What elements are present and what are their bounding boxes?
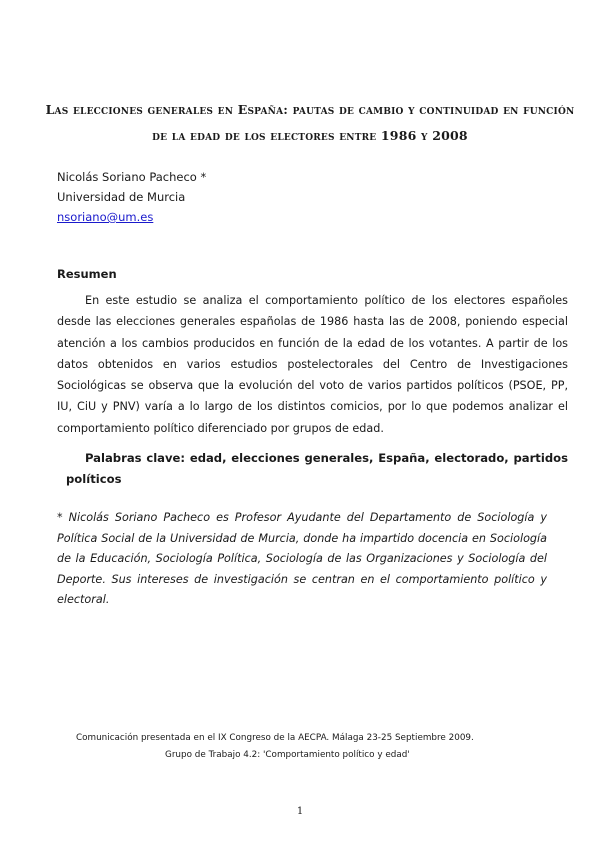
author-affiliation: Universidad de Murcia <box>57 190 186 204</box>
author-name: Nicolás Soriano Pacheco * <box>57 170 207 184</box>
abstract-heading: Resumen <box>57 267 117 281</box>
page-number: 1 <box>296 806 304 817</box>
conference-line-2: Grupo de Trabajo 4.2: 'Comportamiento político y edad' <box>165 750 410 760</box>
conference-line-1: Comunicación presentada en el IX Congreso de la AECPA. Málaga 23-25 Septiembre 2009. <box>76 733 474 743</box>
paper-title: Las elecciones generales en España: pautas de cambio y continuidad en función de la edad de los electores entre 1986 y 2008 <box>45 102 575 143</box>
keywords: Palabras clave: edad, elecciones generales, España, electorado, partidos políticos <box>66 451 568 486</box>
author-footnote: * Nicolás Soriano Pacheco es Profesor Ayudante del Departamento de Sociología y Política Social de la Universidad de Murcia, donde ha impartido docencia en Sociología de la Educación, Sociología Política, Sociología de las Organizaciones y Sociología del Deporte. Sus intereses de investigación se centran en el comportamiento político y electoral. <box>57 511 547 607</box>
author-email-link[interactable]: nsoriano@um.es <box>57 210 154 224</box>
abstract-text: En este estudio se analiza el comportamiento político de los electores españoles desde las elecciones generales españolas de 1986 hasta las de 2008, poniendo especial atención a los cambios producidos en función de la edad de los votantes. A partir de los datos obtenidos en varios estudios postelectorales del Centro de Investigaciones Sociológicas se observa que la evolución del voto de varios partidos políticos (PSOE, PP, IU, CiU y PNV) varía a lo largo de los distintos comicios, por lo que podemos analizar el comportamiento político diferenciado por grupos de edad. <box>57 294 568 435</box>
